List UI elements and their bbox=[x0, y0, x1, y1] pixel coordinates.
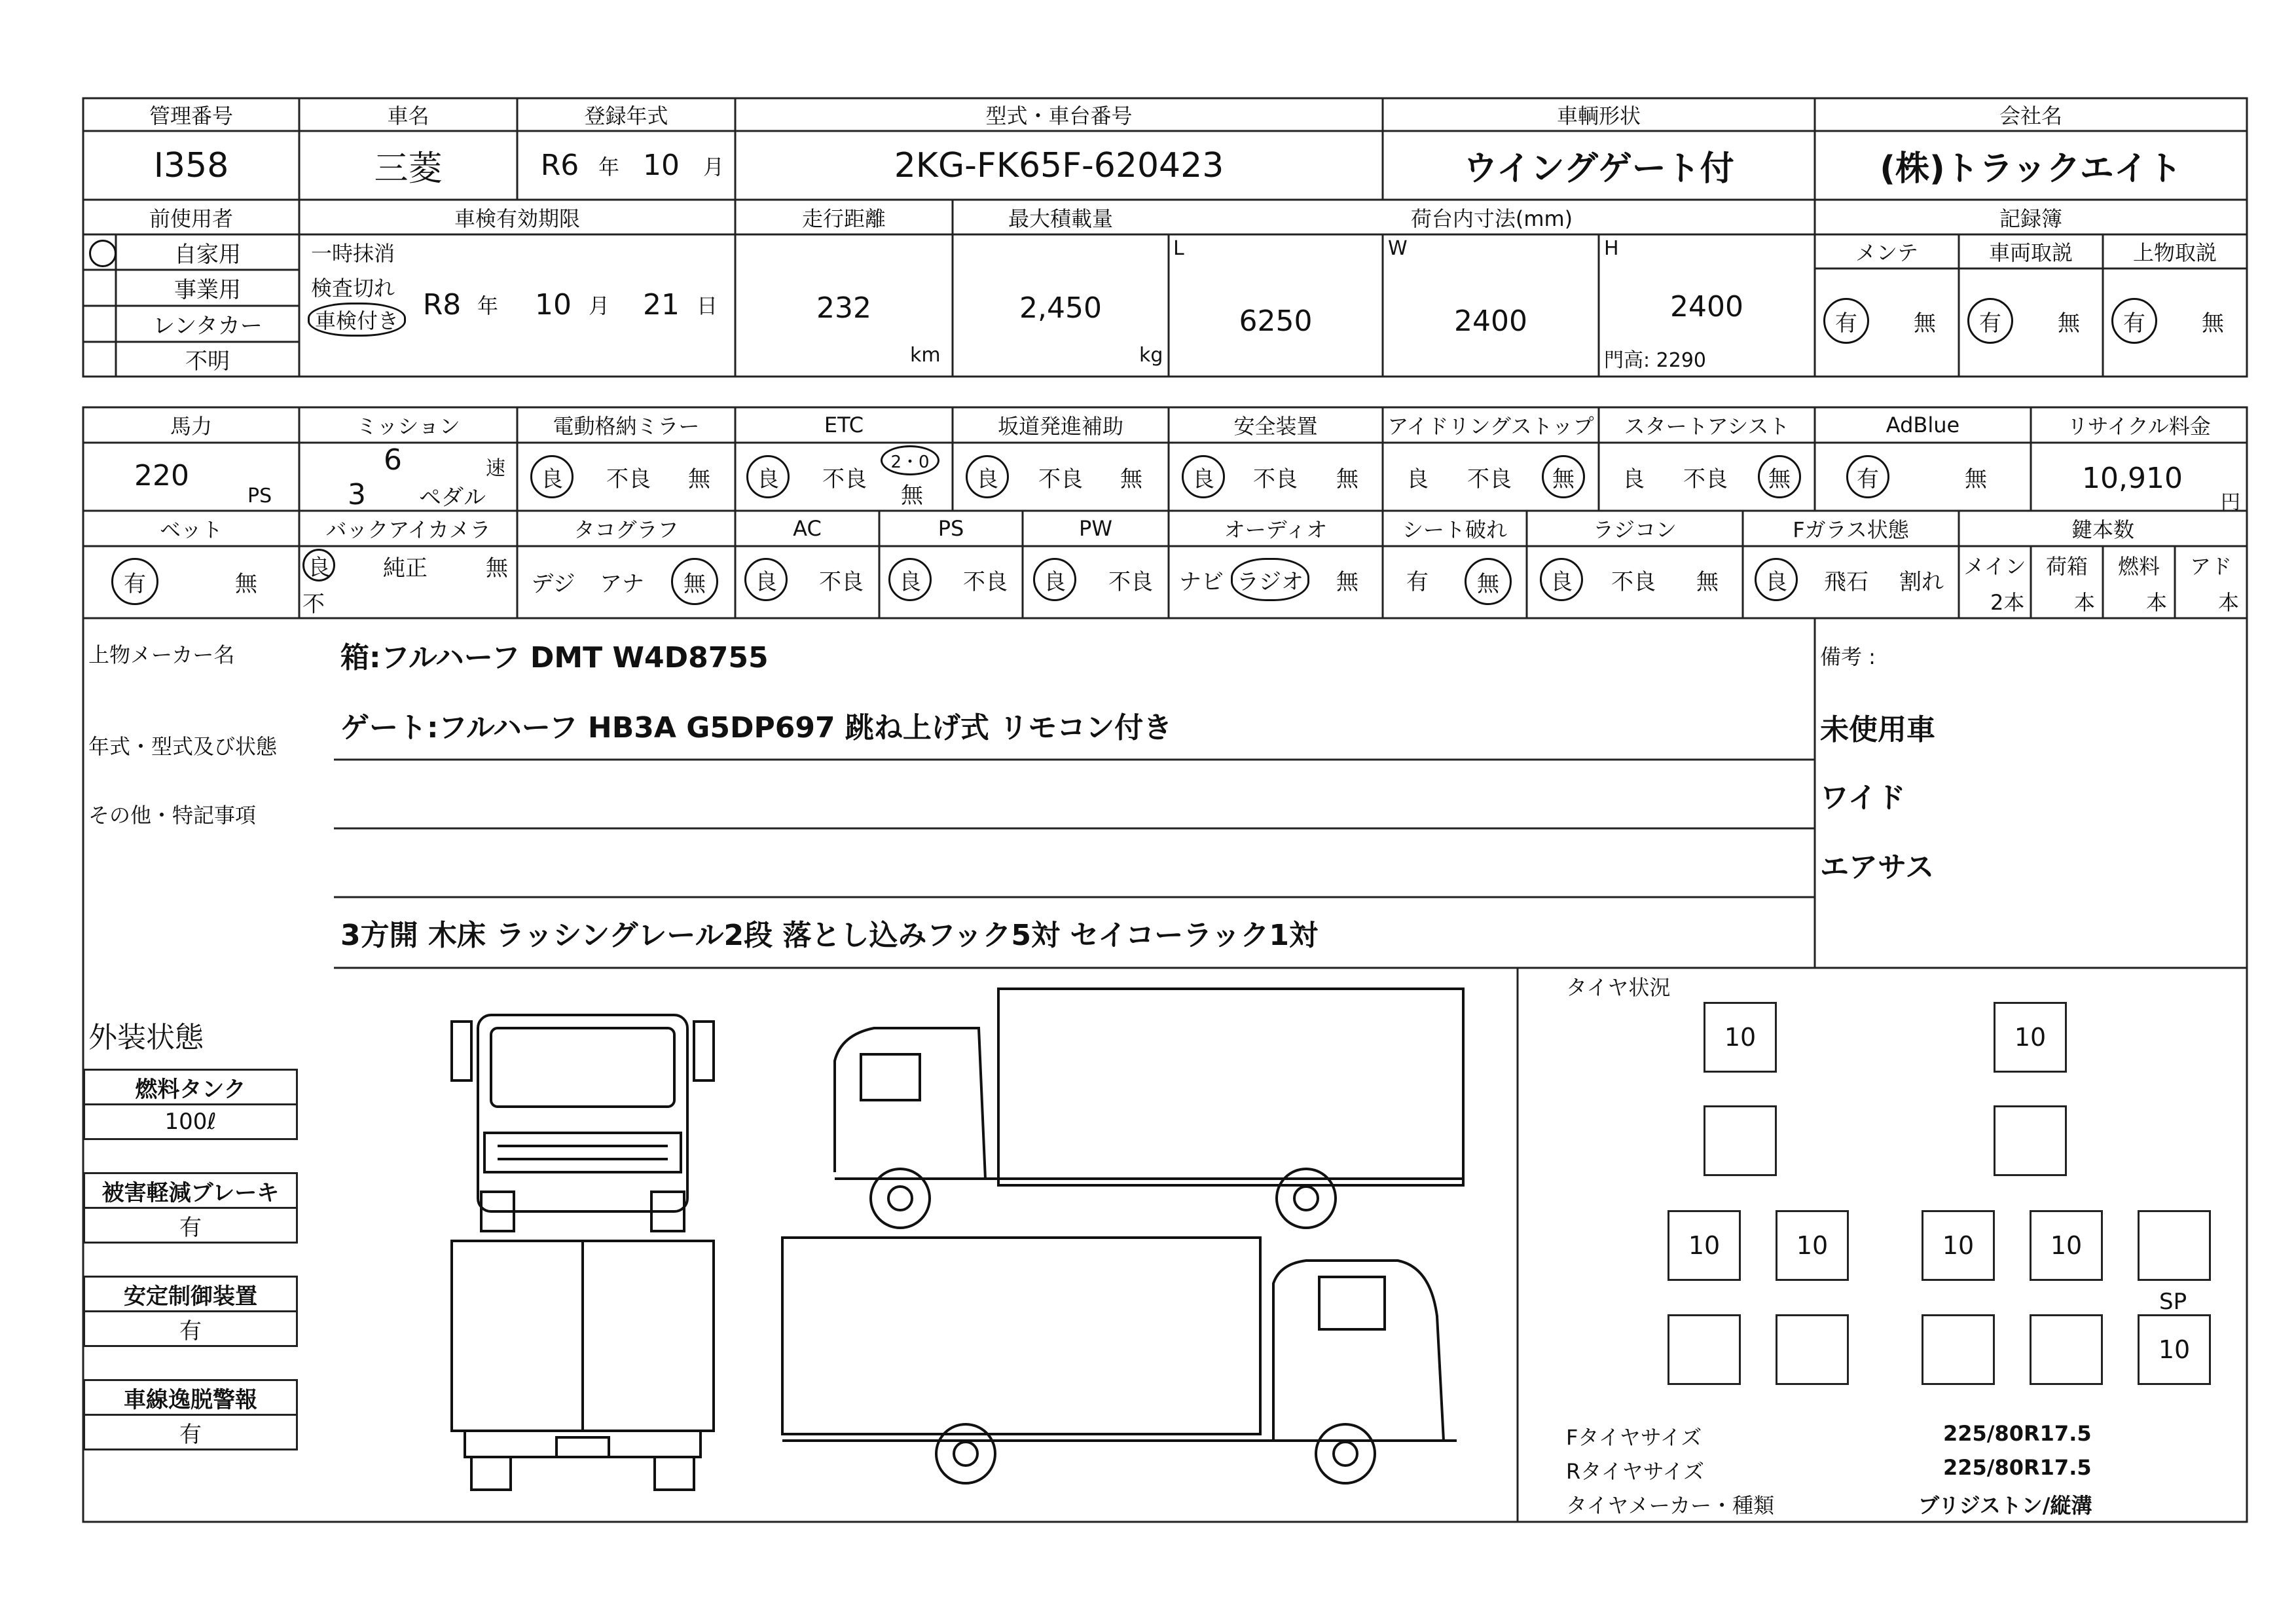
tire-rear-right-inner: 10 bbox=[1922, 1210, 1995, 1281]
header-ac: AC bbox=[793, 516, 822, 541]
spare-label: SP bbox=[2159, 1289, 2187, 1315]
tire-slot-empty-5 bbox=[1776, 1314, 1849, 1385]
key-main-label: メイン bbox=[1963, 554, 2026, 579]
header-remote: ラジコン bbox=[1592, 517, 1677, 542]
adblue-yes: 有 bbox=[1846, 455, 1889, 498]
tire-maker-label: タイヤメーカー・種類 bbox=[1566, 1493, 1775, 1518]
idle-none: 無 bbox=[1542, 455, 1585, 498]
insp-day-unit: 日 bbox=[696, 293, 718, 318]
records-maint: メンテ bbox=[1855, 240, 1918, 265]
insp-expired: 検査切れ bbox=[311, 276, 395, 301]
header-tachograph: タコグラフ bbox=[574, 517, 679, 542]
audio-navi: ナビ bbox=[1179, 568, 1224, 595]
dim-l-label: L bbox=[1173, 237, 1184, 260]
truck-left-view bbox=[822, 982, 1470, 1238]
tacho-analog: アナ bbox=[600, 570, 644, 597]
horsepower: 220 bbox=[134, 458, 189, 492]
header-keys: 鍵本数 bbox=[2071, 517, 2134, 542]
tire-slot-empty-4 bbox=[1667, 1314, 1741, 1385]
ext-fuel-label: 燃料タンク bbox=[83, 1069, 298, 1105]
tire-spare: 10 bbox=[2138, 1314, 2211, 1385]
header-max-load: 最大積載量 bbox=[1008, 206, 1113, 231]
tire-slot-empty-2 bbox=[1994, 1105, 2067, 1176]
r-tire-size: 225/80R17.5 bbox=[1943, 1455, 2092, 1480]
notes-label: 備考 : bbox=[1820, 644, 1876, 669]
header-hp: 馬力 bbox=[170, 414, 212, 439]
remarks-line-1: 箱:フルハーフ DMT W4D8755 bbox=[340, 641, 769, 674]
company-name: (株)トラックエイト bbox=[1880, 149, 2182, 189]
insp-day: 21 bbox=[643, 287, 680, 322]
hill-good: 良 bbox=[966, 455, 1009, 498]
header-start-assist: スタートアシスト bbox=[1624, 414, 1790, 439]
ext-lane-label: 車線逸脱警報 bbox=[83, 1379, 298, 1416]
safety-good: 良 bbox=[1182, 455, 1225, 498]
ps-good: 良 bbox=[888, 558, 932, 601]
idle-good: 良 bbox=[1406, 466, 1429, 492]
start-good: 良 bbox=[1622, 466, 1645, 492]
start-bad: 不良 bbox=[1683, 466, 1728, 492]
pedals-unit: ペダル bbox=[419, 485, 486, 511]
maker: 三菱 bbox=[374, 149, 443, 189]
model-no: 2KG-FK65F-620423 bbox=[894, 145, 1224, 185]
tire-slot-empty-7 bbox=[2030, 1314, 2103, 1385]
max-load: 2,450 bbox=[1019, 291, 1102, 325]
body-shape: ウイングゲート付 bbox=[1463, 149, 1734, 189]
header-ps: PS bbox=[938, 516, 964, 541]
records-vehicle-no: 無 bbox=[2058, 310, 2080, 337]
reg-year-unit: 年 bbox=[598, 154, 619, 179]
tire-maker: ブリジストン/縦溝 bbox=[1918, 1493, 2092, 1518]
hill-bad: 不良 bbox=[1038, 466, 1083, 492]
truck-right-view bbox=[776, 1231, 1470, 1493]
key-cargo-label: 荷箱 bbox=[2045, 554, 2088, 579]
tire-rear-left-outer: 10 bbox=[1667, 1210, 1741, 1281]
glass-good: 良 bbox=[1755, 558, 1798, 601]
label-year-model: 年式・型式及び状態 bbox=[88, 734, 278, 759]
etc-version: 2・0 bbox=[881, 445, 939, 475]
key-cargo-val: 本 bbox=[2074, 590, 2096, 615]
insp-era: R8 bbox=[422, 287, 462, 322]
header-bed: ベット bbox=[159, 517, 223, 542]
f-tire-size: 225/80R17.5 bbox=[1943, 1421, 2092, 1446]
remote-bad: 不良 bbox=[1611, 568, 1656, 595]
records-body-yes: 有 bbox=[2111, 298, 2157, 344]
ext-lane-value: 有 bbox=[83, 1414, 298, 1450]
camera-good: 良 bbox=[302, 549, 335, 581]
exterior-title: 外装状態 bbox=[88, 1021, 204, 1054]
camera-genuine: 純正 bbox=[383, 555, 428, 581]
key-adblue-label: アド bbox=[2189, 554, 2232, 579]
tire-status-title: タイヤ状況 bbox=[1566, 975, 1671, 1000]
header-company: 会社名 bbox=[1999, 103, 2062, 128]
note-air-suspension: エアサス bbox=[1820, 851, 1935, 884]
bed-yes: 有 bbox=[111, 558, 158, 605]
key-fuel-label: 燃料 bbox=[2117, 554, 2160, 579]
pedals: 3 bbox=[348, 478, 366, 511]
recycle-unit: 円 bbox=[2221, 491, 2240, 514]
header-records: 記録簿 bbox=[1999, 206, 2062, 231]
dim-l: 6250 bbox=[1239, 304, 1313, 338]
etc-bad: 不良 bbox=[822, 466, 867, 492]
records-vehicle-manual: 車両取説 bbox=[1988, 240, 2073, 265]
header-windshield: Fガラス状態 bbox=[1793, 517, 1909, 542]
dim-w: 2400 bbox=[1454, 304, 1527, 338]
header-pw: PW bbox=[1079, 516, 1112, 541]
remarks-line-5: 3方開 木床 ラッシングレール2段 落とし込みフック5対 セイコーラック1対 bbox=[340, 919, 1318, 952]
safety-bad: 不良 bbox=[1253, 466, 1298, 492]
ext-stability-label: 安定制御装置 bbox=[83, 1276, 298, 1312]
header-transmission: ミッション bbox=[356, 414, 460, 439]
records-body-manual: 上物取説 bbox=[2132, 240, 2217, 265]
note-wide: ワイド bbox=[1820, 781, 1906, 815]
insp-temp-cancel: 一時抹消 bbox=[311, 241, 395, 266]
mirror-bad: 不良 bbox=[606, 466, 651, 492]
prev-user-rental: レンタカー bbox=[153, 313, 263, 339]
ac-good: 良 bbox=[744, 558, 788, 601]
gears-unit: 速 bbox=[486, 457, 505, 480]
header-recycle: リサイクル料金 bbox=[2067, 414, 2211, 439]
key-fuel-val: 本 bbox=[2146, 590, 2168, 615]
tacho-none: 無 bbox=[671, 558, 718, 605]
truck-front-view bbox=[445, 1002, 720, 1238]
header-inspection: 車検有効期限 bbox=[454, 206, 580, 231]
ext-brake-label: 被害軽減ブレーキ bbox=[83, 1172, 298, 1209]
dim-h: 2400 bbox=[1670, 289, 1743, 323]
header-body-shape: 車輌形状 bbox=[1556, 103, 1641, 128]
gears: 6 bbox=[384, 443, 402, 477]
records-maint-no: 無 bbox=[1914, 310, 1936, 337]
gate-height: 門高: 2290 bbox=[1604, 349, 1706, 372]
insp-year-unit: 年 bbox=[477, 293, 498, 318]
key-main-val: 2本 bbox=[1990, 590, 2025, 615]
header-safety: 安全装置 bbox=[1233, 414, 1318, 439]
hill-none: 無 bbox=[1120, 466, 1142, 492]
insp-valid: 車検付き bbox=[308, 303, 406, 337]
remote-none: 無 bbox=[1696, 568, 1719, 595]
dim-w-label: W bbox=[1388, 237, 1408, 260]
header-car-name: 車名 bbox=[387, 103, 429, 128]
reg-era: R6 bbox=[540, 149, 579, 182]
glass-crack: 割れ bbox=[1899, 568, 1944, 595]
pw-bad: 不良 bbox=[1108, 568, 1153, 595]
truck-rear-view bbox=[445, 1234, 720, 1496]
mirror-none: 無 bbox=[688, 466, 710, 492]
header-back-camera: バックアイカメラ bbox=[325, 517, 491, 542]
header-mgmt-no: 管理番号 bbox=[149, 103, 233, 128]
ac-bad: 不良 bbox=[819, 568, 864, 595]
insp-month-unit: 月 bbox=[588, 293, 610, 318]
r-tire-size-label: Rタイヤサイズ bbox=[1566, 1459, 1705, 1484]
bed-no: 無 bbox=[235, 570, 257, 597]
header-adblue: AdBlue bbox=[1886, 413, 1960, 437]
camera-bad: 不 bbox=[302, 591, 325, 618]
header-prev-user: 前使用者 bbox=[149, 206, 233, 231]
records-body-no: 無 bbox=[2202, 310, 2224, 337]
seat-no: 無 bbox=[1465, 558, 1512, 605]
label-other-notes: その他・特記事項 bbox=[88, 803, 257, 828]
header-mileage: 走行距離 bbox=[801, 206, 886, 231]
header-inner-dims: 荷台内寸法(mm) bbox=[1410, 206, 1573, 231]
header-idle-stop: アイドリングストップ bbox=[1387, 414, 1594, 439]
tire-front-left: 10 bbox=[1704, 1002, 1777, 1073]
key-adblue-val: 本 bbox=[2218, 590, 2240, 615]
records-vehicle-yes: 有 bbox=[1967, 298, 2013, 344]
idle-bad: 不良 bbox=[1467, 466, 1512, 492]
insp-month: 10 bbox=[535, 287, 572, 322]
label-body-maker: 上物メーカー名 bbox=[88, 642, 235, 667]
audio-radio: ラジオ bbox=[1231, 558, 1309, 601]
selected-mark bbox=[89, 240, 117, 267]
etc-good: 良 bbox=[746, 455, 790, 498]
seat-yes: 有 bbox=[1406, 568, 1429, 595]
ext-stability-value: 有 bbox=[83, 1310, 298, 1347]
tire-slot-empty-1 bbox=[1704, 1105, 1777, 1176]
remarks-line-2: ゲート:フルハーフ HB3A G5DP697 跳ね上げ式 リモコン付き bbox=[340, 711, 1173, 745]
ps-bad: 不良 bbox=[963, 568, 1008, 595]
header-audio: オーディオ bbox=[1224, 517, 1328, 542]
prev-user-unknown: 不明 bbox=[185, 348, 230, 375]
tire-slot-empty-6 bbox=[1922, 1314, 1995, 1385]
safety-none: 無 bbox=[1336, 466, 1358, 492]
reg-month: 10 bbox=[643, 149, 680, 182]
dim-h-label: H bbox=[1604, 237, 1619, 260]
tire-rear-left-inner: 10 bbox=[1776, 1210, 1849, 1281]
tire-rear-right-outer: 10 bbox=[2030, 1210, 2103, 1281]
tire-front-right: 10 bbox=[1994, 1002, 2067, 1073]
tire-slot-empty-3 bbox=[2138, 1210, 2211, 1281]
tacho-digital: デジ bbox=[531, 570, 575, 597]
header-etc: ETC bbox=[824, 413, 864, 437]
max-load-unit: kg bbox=[1139, 344, 1163, 367]
header-hill-assist: 坂道発進補助 bbox=[997, 414, 1123, 439]
etc-none: 無 bbox=[901, 482, 923, 509]
glass-chip: 飛石 bbox=[1824, 568, 1868, 595]
adblue-none: 無 bbox=[1965, 466, 1987, 492]
ext-fuel-value: 100ℓ bbox=[83, 1103, 298, 1140]
ext-brake-value: 有 bbox=[83, 1207, 298, 1244]
recycle-fee: 10,910 bbox=[2082, 461, 2183, 495]
mileage-unit: km bbox=[910, 344, 941, 367]
prev-user-private: 自家用 bbox=[174, 241, 241, 268]
remote-good: 良 bbox=[1540, 558, 1583, 601]
prev-user-business: 事業用 bbox=[174, 277, 241, 303]
f-tire-size-label: Fタイヤサイズ bbox=[1566, 1425, 1702, 1450]
pw-good: 良 bbox=[1033, 558, 1076, 601]
header-mirror: 電動格納ミラー bbox=[553, 414, 700, 439]
camera-none: 無 bbox=[486, 555, 508, 581]
start-none: 無 bbox=[1758, 455, 1801, 498]
hp-unit: PS bbox=[247, 485, 272, 507]
note-unused: 未使用車 bbox=[1820, 713, 1935, 747]
mgmt-no: I358 bbox=[153, 145, 229, 185]
reg-month-unit: 月 bbox=[702, 154, 724, 179]
records-maint-yes: 有 bbox=[1823, 298, 1869, 344]
audio-none: 無 bbox=[1336, 568, 1358, 595]
header-seat-tear: シート破れ bbox=[1402, 517, 1507, 542]
mileage: 232 bbox=[816, 291, 871, 325]
mirror-good: 良 bbox=[530, 455, 574, 498]
header-reg-year: 登録年式 bbox=[584, 103, 668, 128]
header-model-no: 型式・車台番号 bbox=[985, 103, 1133, 128]
